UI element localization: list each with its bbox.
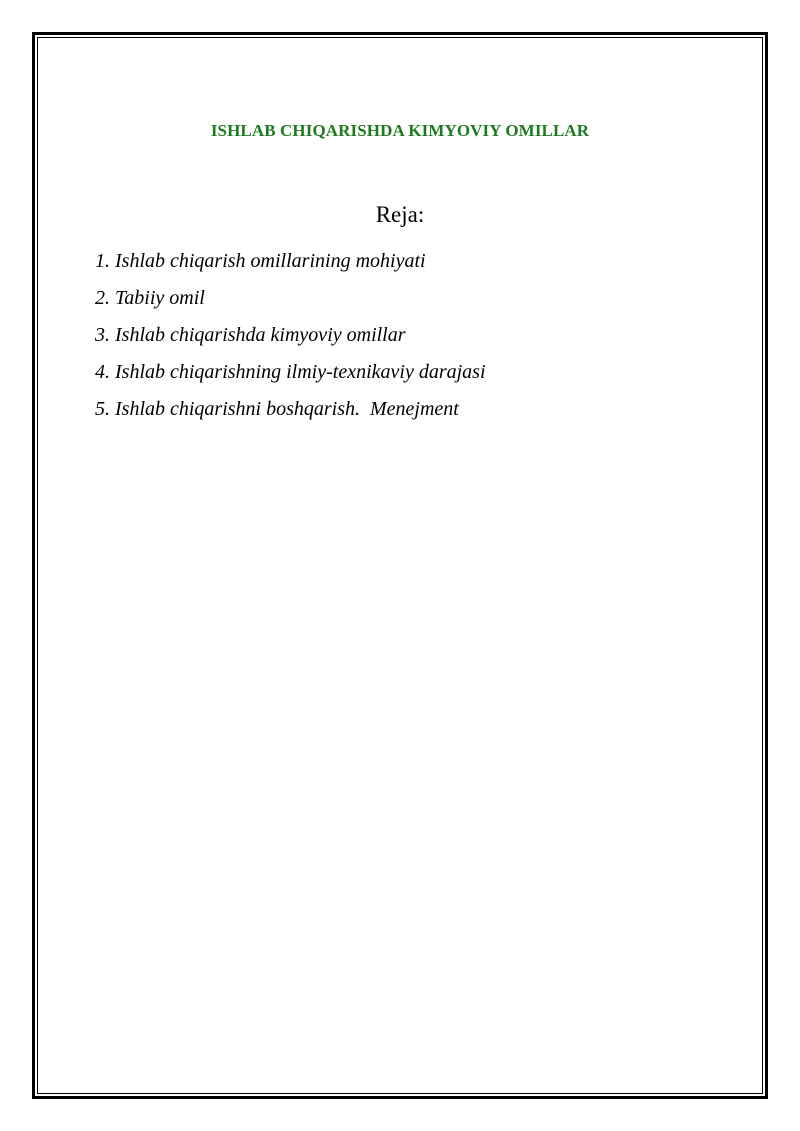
plan-heading: Reja: xyxy=(375,202,425,227)
plan-item: 5. Ishlab chiqarishni boshqarish. Menejment xyxy=(95,398,459,420)
plan-item: 4. Ishlab chiqarishning ilmiy-texnikaviy darajasi xyxy=(95,361,486,383)
plan-item: 2. Tabiiy omil xyxy=(95,287,205,309)
plan-item: 1. Ishlab chiqarish omillarining mohiyati xyxy=(95,250,426,272)
document-title: ISHLAB CHIQARISHDA KIMYOVIY OMILLAR xyxy=(210,121,590,140)
page-border-inner xyxy=(37,37,763,1094)
plan-list xyxy=(95,248,486,433)
plan-item: 3. Ishlab chiqarishda kimyoviy omillar xyxy=(95,324,406,346)
